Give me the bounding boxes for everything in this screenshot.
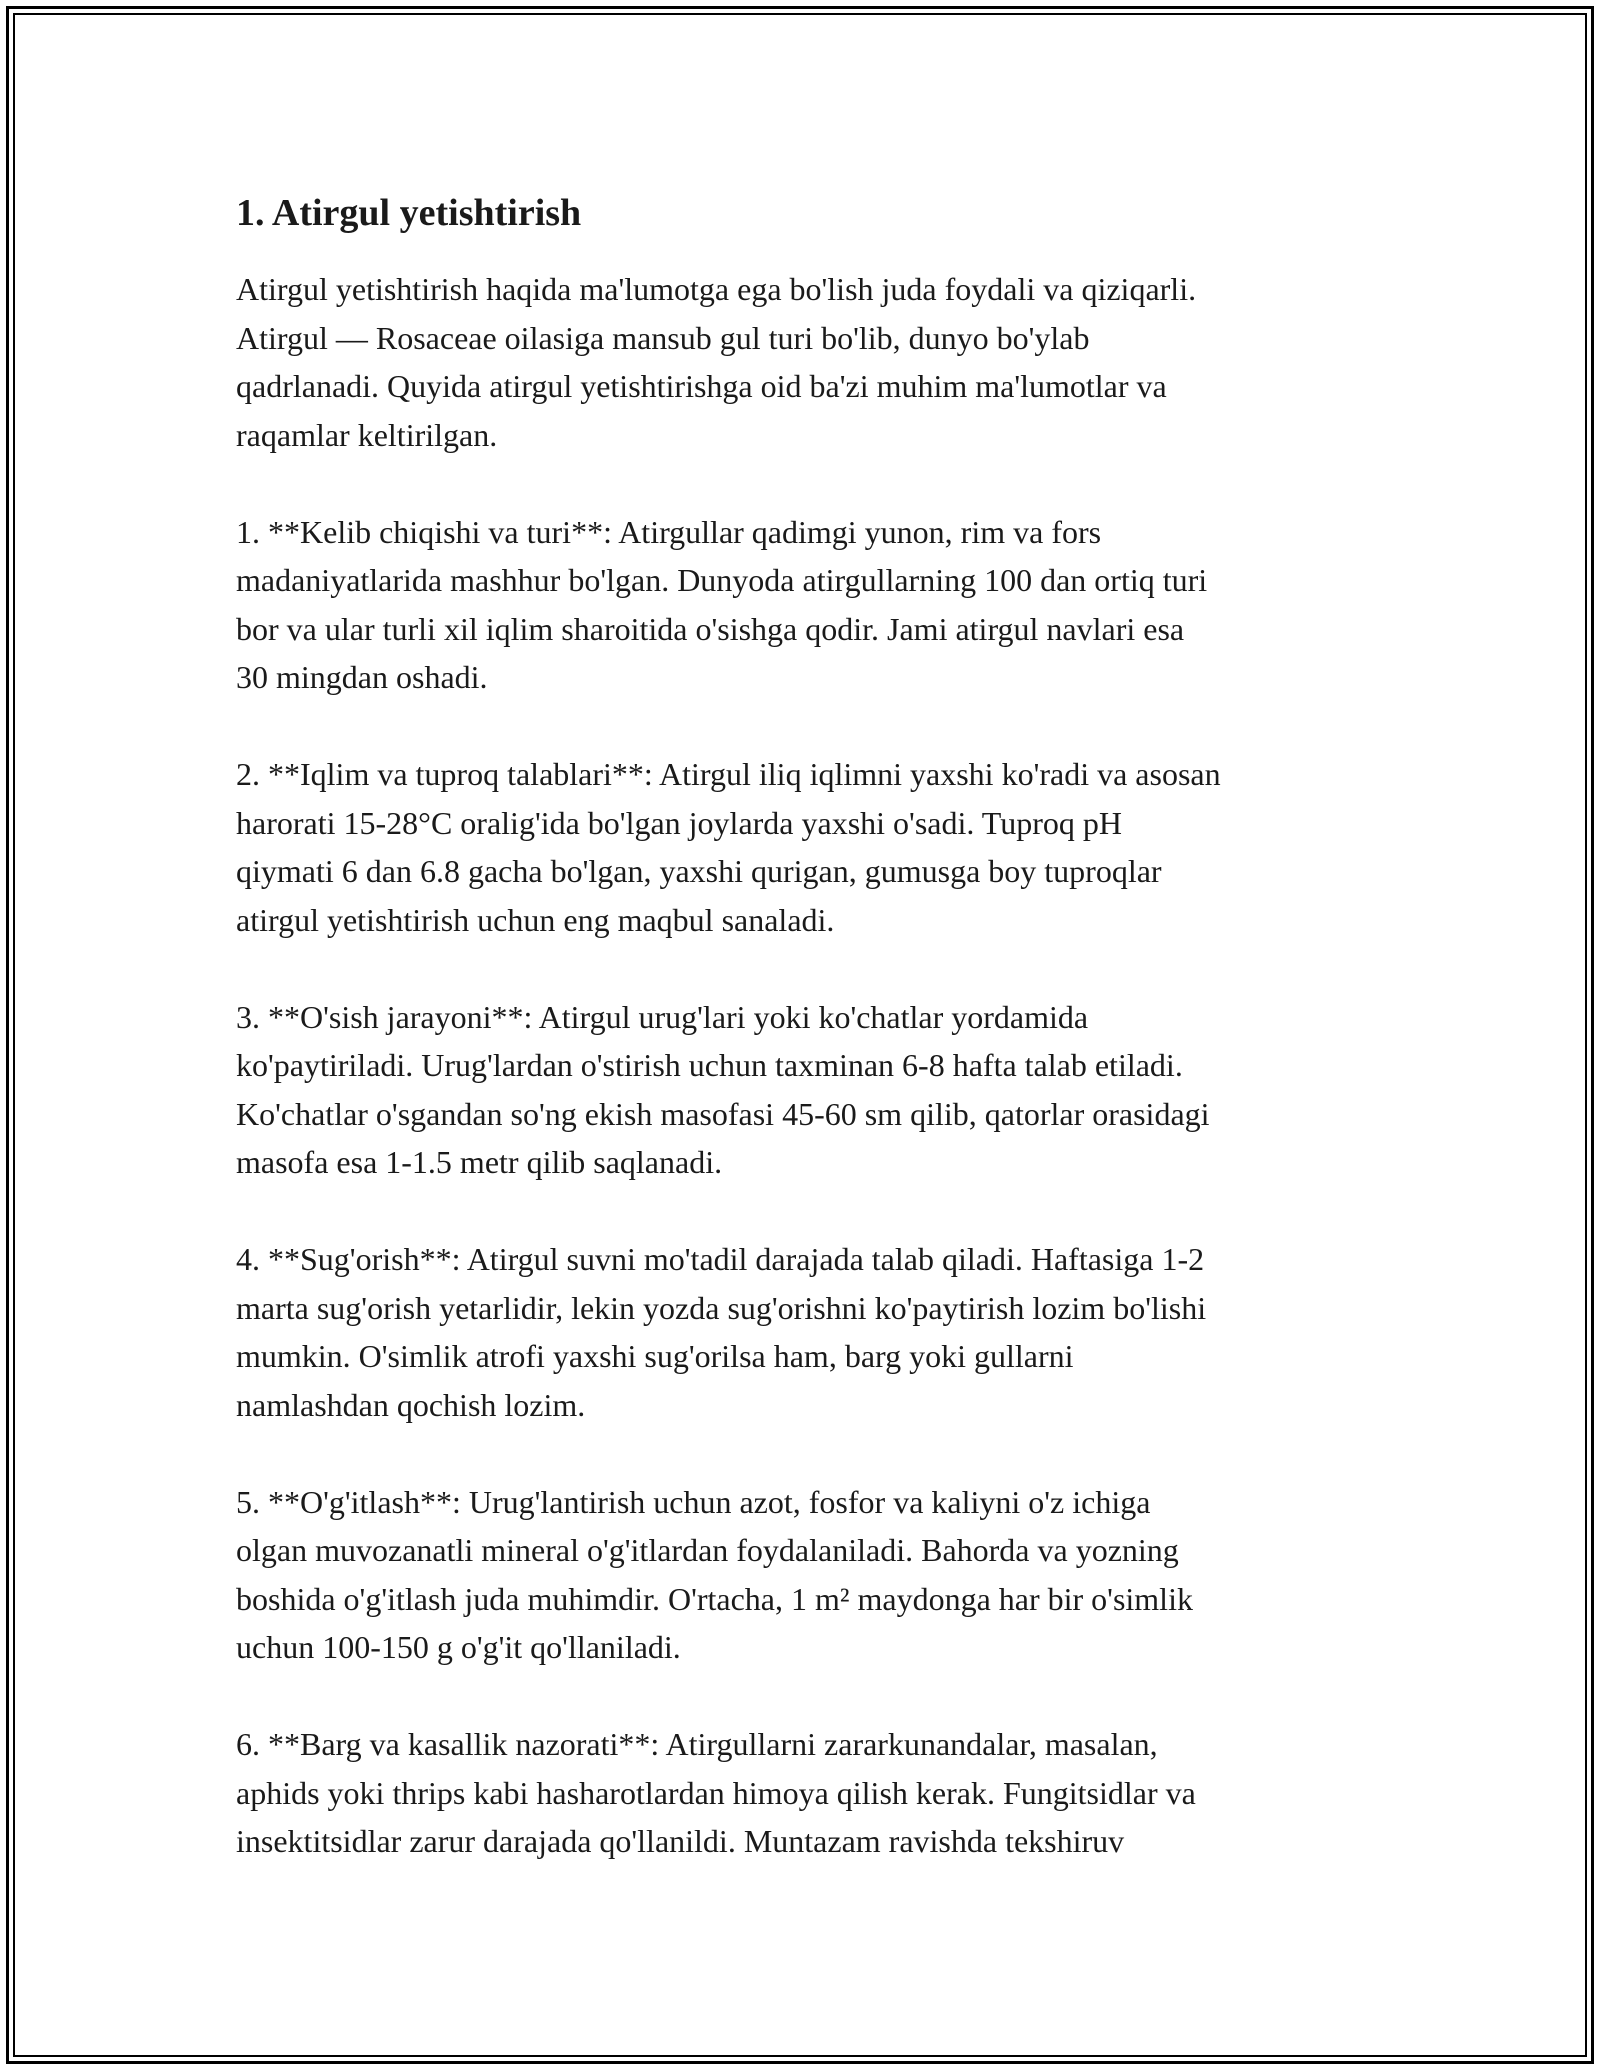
paragraph-disease-control: 6. **Barg va kasallik nazorati**: Atirgullarni zararkunandalar, masalan, aphids yoki thrips kabi hasharotlardan himoya qilish kerak. Fungitsidlar va insektitsidlar zarur darajada qo'llanildi. Muntazam ravishda tekshiruv <box>236 1726 1196 1859</box>
paragraph-watering: 4. **Sug'orish**: Atirgul suvni mo'tadil darajada talab qiladi. Haftasiga 1-2 marta sug'orish yetarlidir, lekin yozda sug'orishni ko'paytirish lozim bo'lishi mumkin. O'simlik atrofi yaxshi sug'orilsa ham, barg yoki gullarni namlashdan qochish lozim. <box>236 1241 1207 1423</box>
paragraph-intro: Atirgul yetishtirish haqida ma'lumotga ega bo'lish juda foydali va qiziqarli. Atirgul — Rosaceae oilasiga mansub gul turi bo'lib, dunyo bo'ylab qadrlanadi. Quyida atirgul yetishtirishga oid ba'zi muhim ma'lumotlar va raqamlar keltirilgan. <box>236 271 1197 453</box>
paragraph-fertilizing: 5. **O'g'itlash**: Urug'lantirish uchun azot, fosfor va kaliyni o'z ichiga olgan muvozanatli mineral o'g'itlardan foydalaniladi. Bahorda va yozning boshida o'g'itlash juda muhimdir. O'rtacha, 1 m² maydonga har bir o'simlik uchun 100-150 g o'g'it qo'llaniladi. <box>236 1483 1193 1665</box>
document-title: 1. Atirgul yetishtirish <box>236 192 582 234</box>
paragraph-climate-soil: 2. **Iqlim va tuproq talablari**: Atirgul iliq iqlimni yaxshi ko'radi va asosan harorati 15-28°C oralig'ida bo'lgan joylarda yaxshi o'sadi. Tuproq pH qiymati 6 dan 6.8 gacha bo'lgan, yaxshi qurigan, gumusga boy tuproqlar atirgul yetishtirish uchun eng maqbul sanaladi. <box>236 756 1221 938</box>
document-body <box>236 185 1376 1914</box>
paragraph-growth: 3. **O'sish jarayoni**: Atirgul urug'lari yoki ko'chatlar yordamida ko'paytiriladi. Urug'lardan o'stirish uchun taxminan 6-8 hafta talab etiladi. Ko'chatlar o'sgandan so'ng ekish masofasi 45-60 sm qilib, qatorlar orasidagi masofa esa 1-1.5 metr qilib saqlanadi. <box>236 998 1210 1180</box>
paragraph-origin: 1. **Kelib chiqishi va turi**: Atirgullar qadimgi yunon, rim va fors madaniyatlarida mashhur bo'lgan. Dunyoda atirgullarning 100 dan ortiq turi bor va ular turli xil iqlim sharoitida o'sishga qodir. Jami atirgul navlari esa 30 mingdan oshadi. <box>236 513 1208 695</box>
